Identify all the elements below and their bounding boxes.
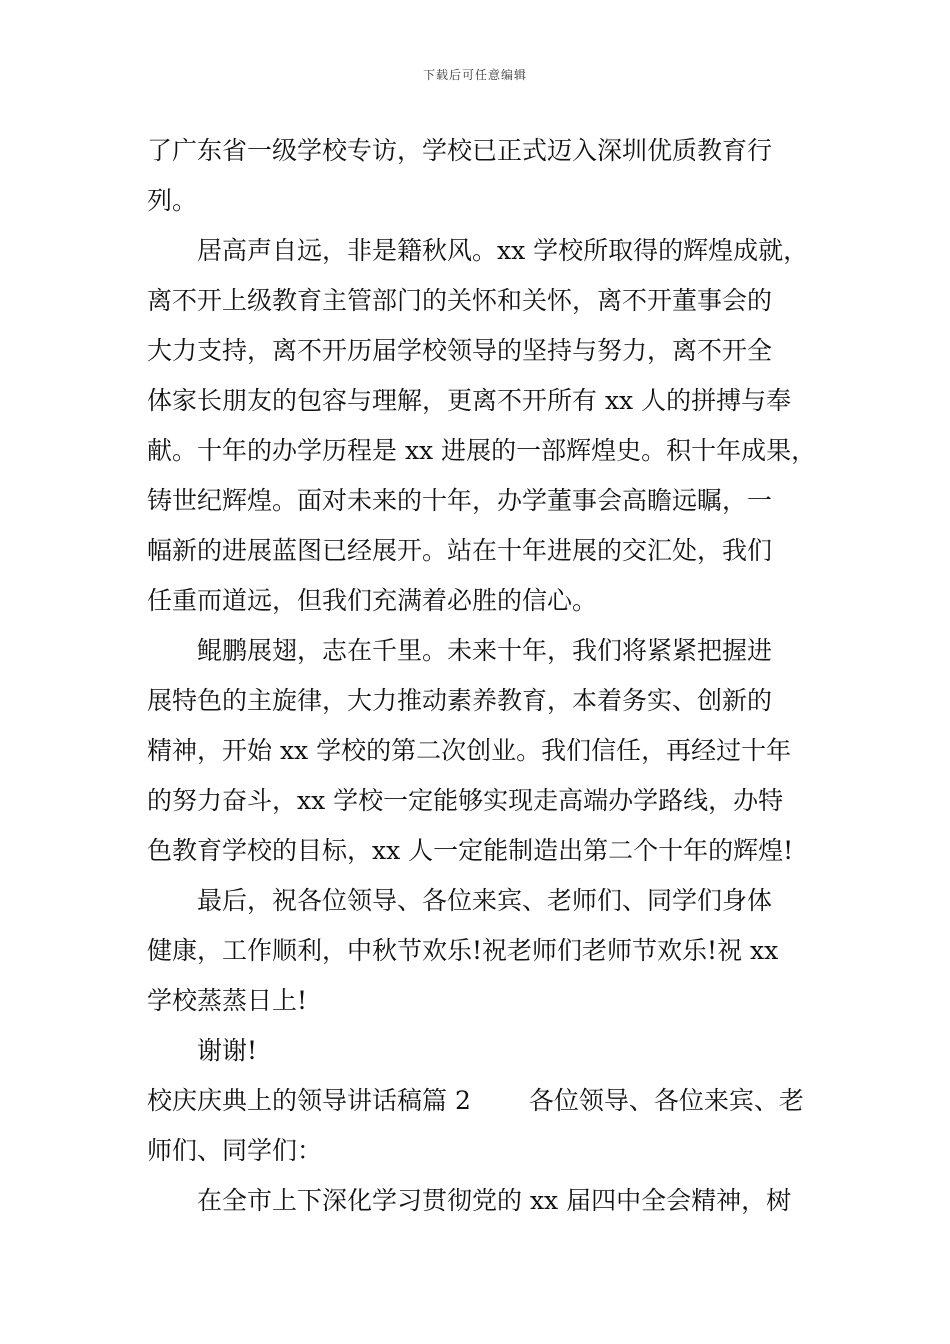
- paragraph-line: 居高声自远，非是籍秋风。xx 学校所取得的辉煌成就，: [197, 236, 809, 265]
- paragraph-line: 铸世纪辉煌。面对未来的十年，办学董事会高瞻远瞩，一: [147, 486, 773, 515]
- section-title-line: [147, 1076, 815, 1126]
- page-header: 下载后可任意编辑: [422, 68, 527, 82]
- paragraph-line: 鲲鹏展翅，志在千里。未来十年，我们将紧紧把握进: [197, 636, 773, 665]
- paragraph-line: 学校蒸蒸日上!: [147, 986, 308, 1015]
- paragraph-line: 离不开上级教育主管部门的关怀和关怀，离不开董事会的: [147, 286, 773, 315]
- paragraph-line: 大力支持，离不开历届学校领导的坚持与努力，离不开全: [147, 336, 773, 365]
- paragraph-line: 体家长朋友的包容与理解，更离不开所有 xx 人的拼搏与奉: [147, 386, 792, 415]
- paragraph-line: 献。十年的办学历程是 xx 进展的一部辉煌史。积十年成果，: [147, 436, 817, 465]
- paragraph-line: 在全市上下深化学习贯彻党的 xx 届四中全会精神，树: [197, 1186, 792, 1215]
- document-body: [147, 126, 815, 1226]
- paragraph-line: 任重而道远，但我们充满着必胜的信心。: [147, 586, 598, 615]
- section-greeting: 各位领导、各位来宾、老: [528, 1086, 804, 1115]
- paragraph-line: 展特色的主旋律，大力推动素养教育，本着务实、创新的: [147, 686, 773, 715]
- paragraph-line: 幅新的进展蓝图已经展开。站在十年进展的交汇处，我们: [147, 536, 773, 565]
- paragraph-line: 色教育学校的目标，xx 人一定能制造出第二个十年的辉煌!: [147, 836, 794, 865]
- paragraph-line: 最后，祝各位领导、各位来宾、老师们、同学们身体: [197, 886, 773, 915]
- paragraph-line: 精神，开始 xx 学校的第二次创业。我们信任，再经过十年: [147, 736, 792, 765]
- closing-thanks: 谢谢!: [197, 1036, 258, 1065]
- paragraph-line: 师们、同学们：: [147, 1136, 323, 1165]
- paragraph-line: 了广东省一级学校专访，学校已正式迈入深圳优质教育行: [147, 136, 773, 165]
- paragraph-line: 的努力奋斗，xx 学校一定能够实现走高端办学路线，办特: [147, 786, 784, 815]
- paragraph-line: 健康，工作顺利，中秋节欢乐!祝老师们老师节欢乐!祝 xx: [147, 936, 779, 965]
- paragraph-line: 列。: [147, 186, 198, 215]
- section-title: 校庆庆典上的领导讲话稿篇 2: [147, 1086, 471, 1115]
